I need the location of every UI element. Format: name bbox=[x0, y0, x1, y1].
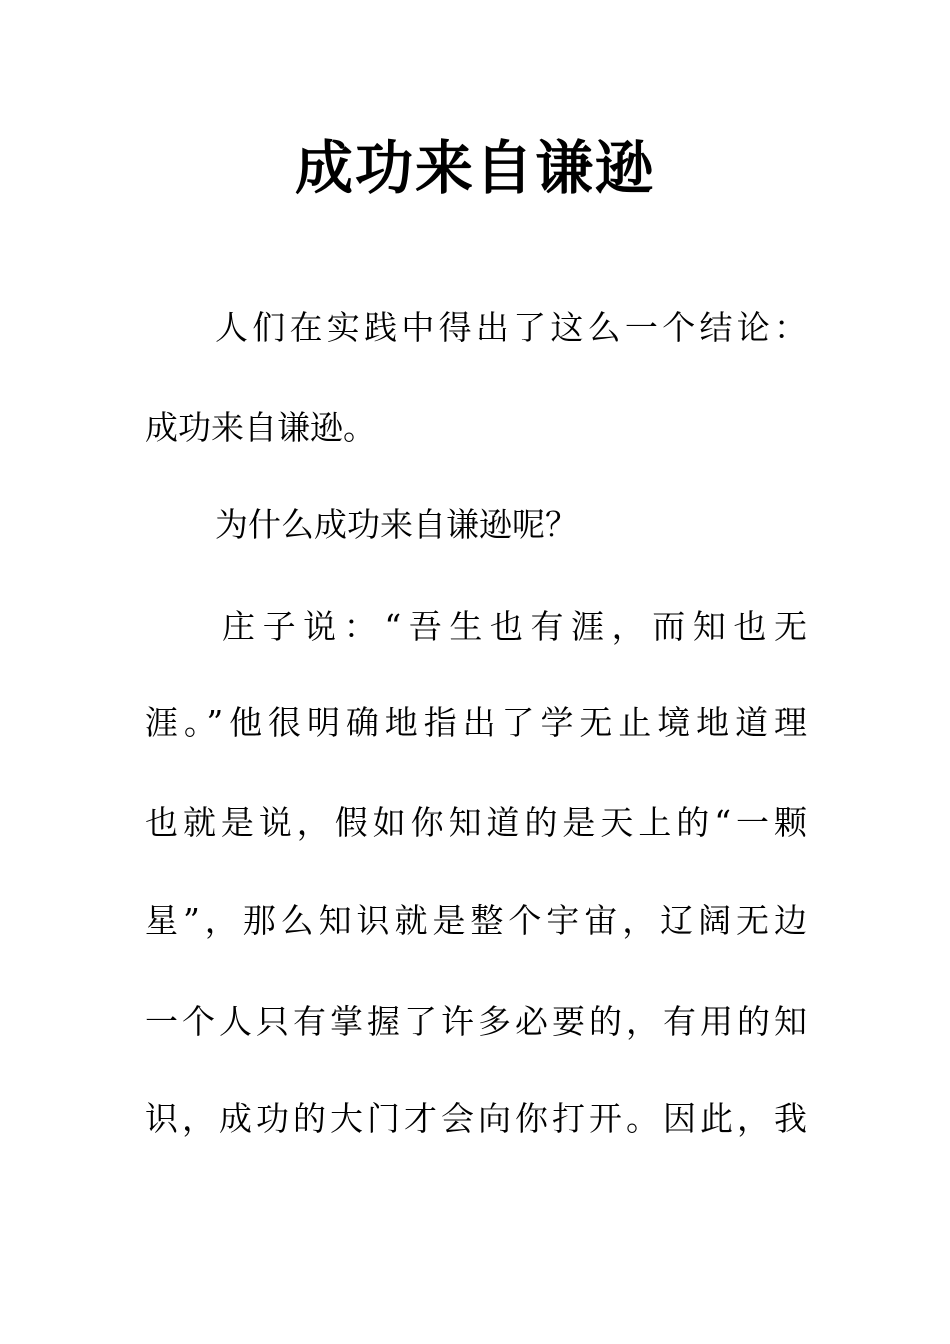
paragraph-line-4: 庄子说：“吾生也有涯，而知也无 bbox=[222, 607, 807, 646]
paragraph-line-7: 星”，那么知识就是整个宇宙，辽阔无边 bbox=[145, 901, 807, 940]
paragraph-line-6: 也就是说，假如你知道的是天上的“一颗 bbox=[145, 803, 807, 842]
paragraph-line-1: 人们在实践中得出了这么一个结论： bbox=[215, 308, 807, 347]
document-title: 成功来自谦逊 bbox=[294, 134, 655, 202]
paragraph-line-2: 成功来自谦逊。 bbox=[145, 408, 376, 447]
paragraph-line-9: 识，成功的大门才会向你打开。因此，我 bbox=[145, 1099, 807, 1138]
paragraph-line-3: 为什么成功来自谦逊呢？ bbox=[215, 505, 578, 544]
paragraph-line-5: 涯。”他很明确地指出了学无止境地道理 bbox=[145, 703, 807, 742]
paragraph-line-8: 一个人只有掌握了许多必要的，有用的知 bbox=[145, 1002, 807, 1041]
